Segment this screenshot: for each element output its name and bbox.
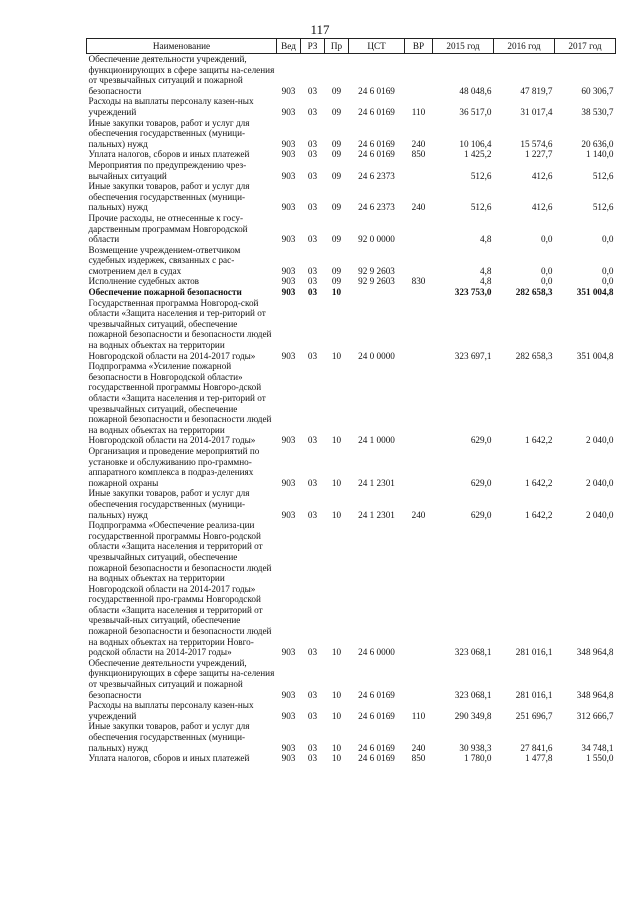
- row-rz: 03: [307, 265, 318, 276]
- row-2015: 512,6: [470, 170, 492, 181]
- row-cst: 24 6 2373: [358, 202, 395, 213]
- row-ved: 903: [281, 234, 296, 245]
- row-pr: 10: [331, 477, 342, 488]
- row-2017: 34 748,1: [581, 742, 614, 753]
- row-ved: 903: [281, 276, 296, 287]
- row-pr: 10: [331, 435, 342, 446]
- row-name: Расходы на выплаты персоналу казен-ных учреждений: [88, 96, 254, 117]
- row-2017: 348 964,8: [576, 647, 614, 658]
- row-2017: 1 140,0: [585, 149, 614, 160]
- row-pr: 10: [331, 647, 342, 658]
- row-cst: 92 9 2603: [358, 276, 395, 287]
- row-cst: 24 0 0000: [358, 350, 395, 361]
- row-2016: 412,6: [531, 202, 553, 213]
- row-2016: 282 658,3: [515, 287, 553, 298]
- row-2015: 323 068,1: [454, 689, 492, 700]
- table-row: [87, 160, 616, 181]
- row-2017: 512,6: [592, 170, 614, 181]
- row-2015: 629,0: [470, 509, 492, 520]
- row-name: Подпрограмма «Обеспечение реализа-ции государственной программы Новго-родской области «Защита населения и территорий от чрезвычайных ситуаций, обеспечение пожарной безопасности и безопасности людей на водных объектах на территории Новгородской области на 2014-2017 годы» государственной про-граммы Новгородской области «Защита населения и территорий от чрезвычай-ных ситуаций, обеспечение пожарной безопасности и безопасности людей на водных объектах на территории Новго-родской области на 2014-2017 годы»: [88, 520, 272, 658]
- row-rz: 03: [307, 85, 318, 96]
- row-ved: 903: [281, 149, 296, 160]
- table-row: [87, 96, 616, 117]
- budget-table: [86, 38, 616, 764]
- row-cst: 24 1 2301: [358, 477, 395, 488]
- row-rz: 03: [307, 710, 318, 721]
- row-ved: 903: [281, 647, 296, 658]
- row-rz: 03: [307, 753, 318, 764]
- row-cst: 24 6 0169: [358, 710, 395, 721]
- row-pr: 10: [331, 689, 342, 700]
- row-rz: 03: [307, 287, 318, 298]
- row-2016: 281 016,1: [515, 647, 553, 658]
- row-ved: 903: [281, 138, 296, 149]
- row-2016: 1 642,2: [524, 435, 553, 446]
- row-2017: 351 004,8: [576, 287, 614, 298]
- table-header-row: [87, 39, 616, 54]
- row-cst: 24 6 0169: [358, 85, 395, 96]
- row-pr: 10: [331, 710, 342, 721]
- row-name: Иные закупки товаров, работ и услуг для обеспечения государственных (муници-пальных) нужд: [88, 181, 250, 213]
- row-cst: [349, 287, 405, 298]
- table-row: [87, 753, 616, 764]
- row-rz: 03: [307, 509, 318, 520]
- row-name: Государственная программа Новгород-ской области «Защита населения и тер-риторий от чрезвычайных ситуаций, обеспечение пожарной безопасности и безопасности людей на водных объектах на территории Новгородской области на 2014-2017 годы»: [88, 297, 272, 361]
- row-ved: 903: [281, 85, 296, 96]
- row-name: Обеспечение деятельности учреждений, функционирующих в сфере защиты на-селения от чрезвычайных ситуаций и пожарной безопасности: [88, 54, 275, 96]
- table-row: [87, 181, 616, 213]
- table-row: [87, 287, 616, 298]
- row-cst: 92 9 2603: [358, 265, 395, 276]
- row-ved: 903: [281, 435, 296, 446]
- row-2015: 290 349,8: [454, 710, 492, 721]
- row-rz: 03: [307, 647, 318, 658]
- row-vr: [405, 54, 433, 97]
- row-name: Иные закупки товаров, работ и услуг для обеспечения государственных (муници-пальных) нужд: [88, 721, 250, 753]
- row-name: Подпрограмма «Усиление пожарной безопасности в Новгородской области» государственной программы Новгоро-дской области «Защита населения и тер-риторий от чрезвычайных ситуаций, обеспечение пожарной безопасности и безопасности людей на водных объектах на территории Новгородской области на 2014-2017 годы»: [88, 361, 272, 446]
- row-2015: 4,8: [480, 276, 492, 287]
- row-2017: 512,6: [592, 202, 614, 213]
- row-name: Исполнение судебных актов: [88, 276, 200, 287]
- table-row: [87, 213, 616, 245]
- row-2017: 0,0: [602, 276, 614, 287]
- row-pr: 10: [331, 509, 342, 520]
- row-2015: 10 106,4: [459, 138, 492, 149]
- row-2017: 312 666,7: [576, 710, 614, 721]
- row-name: Мероприятия по предупреждению чрез-вычайных ситуаций: [88, 159, 247, 181]
- row-pr: 09: [331, 106, 342, 117]
- row-rz: 03: [307, 106, 318, 117]
- row-cst: 92 0 0000: [358, 234, 395, 245]
- row-vr: 110: [411, 106, 426, 117]
- row-pr: 09: [331, 170, 342, 181]
- row-cst: 24 6 0169: [358, 742, 395, 753]
- row-vr: 240: [411, 509, 426, 520]
- row-vr: [405, 245, 433, 277]
- row-vr: 240: [411, 202, 426, 213]
- row-2017: 38 530,7: [581, 106, 614, 117]
- row-2015: 48 048,6: [459, 85, 492, 96]
- row-2015: 323 753,0: [454, 287, 492, 298]
- row-2015: 30 938,3: [459, 742, 492, 753]
- table-row: [87, 118, 616, 150]
- row-name: Иные закупки товаров, работ и услуг для обеспечения государственных (муници-пальных) нужд: [88, 488, 250, 520]
- row-rz: 03: [307, 350, 318, 361]
- row-vr: 850: [411, 149, 426, 160]
- header-2016: 2016 год: [494, 39, 555, 54]
- row-2016: 1 642,2: [524, 477, 553, 488]
- row-pr: 10: [331, 742, 342, 753]
- row-vr: [405, 361, 433, 446]
- table-row: [87, 446, 616, 488]
- header-2017: 2017 год: [555, 39, 616, 54]
- row-ved: 903: [281, 710, 296, 721]
- row-2015: 4,8: [480, 234, 492, 245]
- row-rz: 03: [307, 276, 318, 287]
- row-2016: 1 227,7: [524, 149, 553, 160]
- row-2017: 0,0: [602, 265, 614, 276]
- row-cst: 24 1 2301: [358, 509, 395, 520]
- row-pr: 10: [331, 287, 342, 298]
- header-rz: РЗ: [301, 39, 325, 54]
- row-ved: 903: [281, 350, 296, 361]
- row-name: Возмещение учреждением-ответчиком судебных издержек, связанных с рас-смотрением дел в судах: [88, 244, 241, 276]
- row-cst: 24 6 0169: [358, 689, 395, 700]
- row-pr: 09: [331, 149, 342, 160]
- row-ved: 903: [281, 477, 296, 488]
- row-vr: [405, 520, 433, 658]
- row-cst: 24 6 0169: [358, 106, 395, 117]
- table-row: [87, 520, 616, 658]
- row-name: Расходы на выплаты персоналу казен-ных учреждений: [88, 700, 254, 721]
- row-vr: [405, 160, 433, 181]
- row-2015: 4,8: [480, 265, 492, 276]
- row-2016: 251 696,7: [515, 710, 553, 721]
- row-cst: 24 6 2373: [358, 170, 395, 181]
- row-cst: 24 6 0169: [358, 138, 395, 149]
- row-cst: 24 6 0169: [358, 149, 395, 160]
- header-vr: ВР: [405, 39, 433, 54]
- row-ved: 903: [281, 509, 296, 520]
- row-ved: 903: [281, 170, 296, 181]
- row-ved: 903: [281, 265, 296, 276]
- table-row: [87, 700, 616, 721]
- row-pr: 09: [331, 234, 342, 245]
- row-2016: 1 642,2: [524, 509, 553, 520]
- row-rz: 03: [307, 742, 318, 753]
- row-2015: 36 517,0: [459, 106, 492, 117]
- row-vr: 830: [411, 276, 426, 287]
- row-pr: 09: [331, 276, 342, 287]
- row-2016: 31 017,4: [520, 106, 553, 117]
- row-ved: 903: [281, 689, 296, 700]
- row-2016: 1 477,8: [524, 753, 553, 764]
- row-ved: 903: [281, 742, 296, 753]
- row-2017: 2 040,0: [585, 509, 614, 520]
- row-vr: [405, 446, 433, 488]
- row-ved: 903: [281, 202, 296, 213]
- row-vr: [405, 213, 433, 245]
- row-rz: 03: [307, 170, 318, 181]
- row-rz: 03: [307, 477, 318, 488]
- row-2017: 348 964,8: [576, 689, 614, 700]
- table-row: [87, 361, 616, 446]
- table-row: [87, 721, 616, 753]
- header-cst: ЦСТ: [349, 39, 405, 54]
- row-name: Уплата налогов, сборов и иных платежей: [88, 753, 250, 764]
- row-name: Организация и проведение мероприятий по установке и обслуживанию про-граммно-аппаратного комплекса в подраз-делениях пожарной охраны: [88, 445, 260, 488]
- row-2016: 281 016,1: [515, 689, 553, 700]
- table-row: [87, 54, 616, 97]
- row-rz: 03: [307, 202, 318, 213]
- row-2015: 1 425,2: [463, 149, 492, 160]
- row-rz: 03: [307, 435, 318, 446]
- row-2016: 412,6: [531, 170, 553, 181]
- row-pr: 10: [331, 350, 342, 361]
- row-2015: 1 780,0: [463, 753, 492, 764]
- row-2016: 15 574,6: [520, 138, 553, 149]
- row-2016: 47 819,7: [520, 85, 553, 96]
- row-2015: 323 068,1: [454, 647, 492, 658]
- row-pr: 09: [331, 202, 342, 213]
- header-2015: 2015 год: [433, 39, 494, 54]
- table-row: [87, 658, 616, 700]
- row-vr: 110: [411, 710, 426, 721]
- row-ved: 903: [281, 287, 296, 298]
- table-body: [87, 54, 616, 764]
- row-2017: 1 550,0: [585, 753, 614, 764]
- row-2016: 0,0: [541, 265, 553, 276]
- row-cst: 24 6 0000: [358, 647, 395, 658]
- row-2017: 2 040,0: [585, 435, 614, 446]
- row-2017: 20 636,0: [581, 138, 614, 149]
- table-row: [87, 488, 616, 520]
- row-name: Уплата налогов, сборов и иных платежей: [88, 149, 250, 160]
- row-2015: 323 697,1: [454, 350, 492, 361]
- row-rz: 03: [307, 689, 318, 700]
- row-name: Обеспечение деятельности учреждений, функционирующих в сфере защиты на-селения от чрезвычайных ситуаций и пожарной безопасности: [88, 657, 275, 700]
- row-cst: 24 6 0169: [358, 753, 395, 764]
- row-name: Прочие расходы, не отнесенные к госу-дарственным программам Новгородской области: [88, 212, 248, 245]
- row-2017: 60 306,7: [581, 85, 614, 96]
- row-2015: 629,0: [470, 435, 492, 446]
- row-2015: 512,6: [470, 202, 492, 213]
- header-name: Наименование: [87, 39, 277, 54]
- row-pr: 09: [331, 138, 342, 149]
- row-2016: 0,0: [541, 276, 553, 287]
- row-vr: 240: [411, 742, 426, 753]
- header-ved: Вед: [277, 39, 301, 54]
- row-2016: 27 841,6: [520, 742, 553, 753]
- row-vr: 850: [411, 753, 426, 764]
- row-vr: 240: [411, 138, 426, 149]
- row-2015: 629,0: [470, 477, 492, 488]
- row-vr: [405, 287, 433, 298]
- row-2016: 282 658,3: [515, 350, 553, 361]
- row-cst: 24 1 0000: [358, 435, 395, 446]
- row-vr: [405, 298, 433, 362]
- row-pr: 10: [331, 753, 342, 764]
- row-ved: 903: [281, 106, 296, 117]
- row-2017: 351 004,8: [576, 350, 614, 361]
- row-name: Обеспечение пожарной безопасности: [88, 287, 242, 298]
- table-row: [87, 149, 616, 160]
- row-name: Иные закупки товаров, работ и услуг для обеспечения государственных (муници-пальных) нужд: [88, 117, 250, 149]
- row-2017: 2 040,0: [585, 477, 614, 488]
- row-pr: 09: [331, 265, 342, 276]
- table-row: [87, 298, 616, 362]
- row-2016: 0,0: [541, 234, 553, 245]
- row-ved: 903: [281, 753, 296, 764]
- row-2017: 0,0: [602, 234, 614, 245]
- row-rz: 03: [307, 138, 318, 149]
- row-rz: 03: [307, 234, 318, 245]
- header-pr: Пр: [325, 39, 349, 54]
- table-row: [87, 276, 616, 287]
- row-pr: 09: [331, 85, 342, 96]
- row-rz: 03: [307, 149, 318, 160]
- page-number: 117: [310, 22, 330, 37]
- row-vr: [405, 658, 433, 700]
- table-row: [87, 245, 616, 277]
